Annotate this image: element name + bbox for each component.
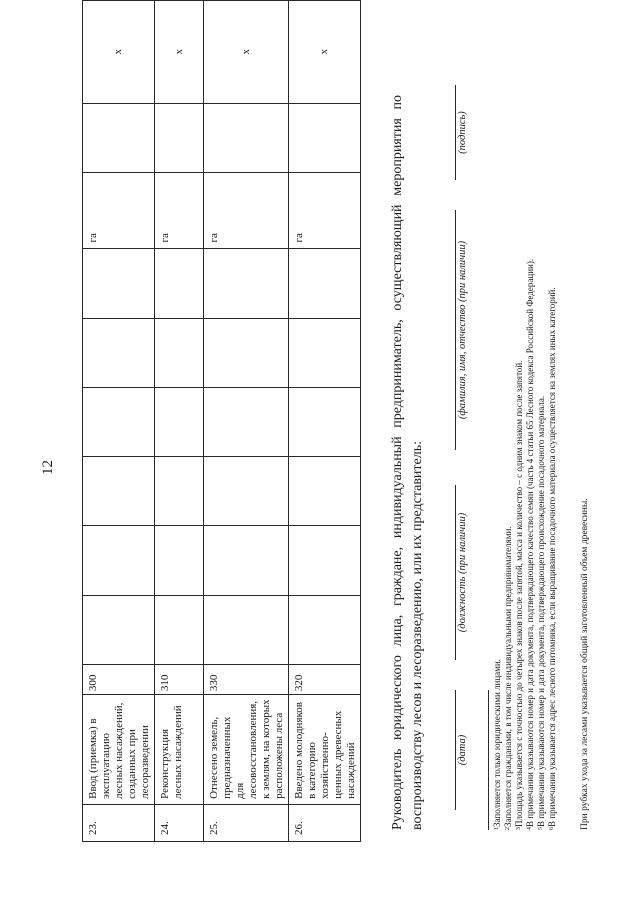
table-cell (155, 249, 204, 318)
footnote-separator (488, 690, 489, 830)
unit-cell: га (204, 172, 289, 249)
mark-cell: x (83, 1, 155, 104)
footnote: $^3$Площадь указывается с точностью до четырех знаков после запятой, масса и количество – с одним знаком после запятой. (514, 360, 524, 830)
row-label: Введено молодняков в категорию хозяйственно-ценных древесных насаждений (289, 695, 361, 805)
table-cell (155, 457, 204, 526)
unit-cell: га (83, 172, 155, 249)
table-cell (289, 318, 361, 387)
mark-cell: x (204, 1, 289, 104)
table-cell (289, 526, 361, 595)
table-row (155, 1, 204, 842)
table-cell (289, 249, 361, 318)
signature-heading: Руководитель юридического лица, граждане, индивидуальный предприниматель, осуществляющий мероприятия по (390, 95, 405, 830)
unit-cell: га (155, 172, 204, 249)
table-cell (204, 457, 289, 526)
table-cell (155, 595, 204, 664)
caption-fio: (фамилия, имя, отчество (при наличии) (457, 240, 468, 420)
table-cell (289, 595, 361, 664)
signature-line-date (455, 690, 456, 810)
table-cell (83, 387, 155, 456)
row-code: 300 (83, 664, 155, 694)
row-label: Ввод (приемка) в эксплуатацию лесных насаждений, созданных при лесоразведении (83, 695, 155, 805)
table-cell (204, 595, 289, 664)
row-number: 23. (83, 804, 155, 841)
table-row (289, 1, 361, 842)
footnote: $^5$В примечании указываются номер и дата документа, подтверждающего происхождение посадочного материала. (536, 395, 546, 830)
final-note: При рубках ухода за лесами указывается общий заготовленный объем древесины. (580, 498, 590, 830)
signature-heading-cont: воспроизводству лесов и лесоразведению, или их представитель: (410, 440, 425, 830)
signature-line-fio (455, 210, 456, 450)
table-cell (83, 249, 155, 318)
caption-sign: (подпись) (457, 111, 468, 154)
table-row (83, 1, 155, 842)
table-cell (204, 526, 289, 595)
table-row (204, 1, 289, 842)
table-cell (83, 318, 155, 387)
table-cell (289, 457, 361, 526)
table-cell (155, 526, 204, 595)
table-cell (83, 457, 155, 526)
signature-line-sign (455, 85, 456, 180)
footnote: $^2$Заполняется гражданами, в том числе индивидуальными предпринимателями. (503, 526, 513, 830)
table-cell (289, 103, 361, 172)
table-cell (155, 387, 204, 456)
footnote: $^4$В примечании указываются номер и дата документа, подтверждающего качество семян (часть 4 статьи 65 Лесного кодекса Российской Федерации). (525, 258, 535, 830)
table-cell (155, 318, 204, 387)
table-cell (83, 103, 155, 172)
mark-cell: x (289, 1, 361, 104)
row-label: Отнесено земель, предназначенных для лесовосстановления, к землям, на которых расположены леса (204, 695, 289, 805)
row-number: 24. (155, 804, 204, 841)
signature-line-position (455, 485, 456, 660)
row-number: 26. (289, 804, 361, 841)
footnote: $^1$Заполняется только юридическими лицами. (492, 659, 502, 830)
row-number: 25. (204, 804, 289, 841)
table-cell (204, 103, 289, 172)
caption-position: (должность (при наличии) (457, 512, 468, 633)
row-code: 310 (155, 664, 204, 694)
table-cell (204, 387, 289, 456)
table-cell (83, 595, 155, 664)
table-cell (289, 387, 361, 456)
mark-cell: x (155, 1, 204, 104)
table-cell (204, 249, 289, 318)
table-cell (204, 318, 289, 387)
report-table (82, 0, 361, 842)
row-code: 320 (289, 664, 361, 694)
footnote: $^6$В примечании указывается адрес лесного питомника, если выращивание посадочного материала осуществляется на землях иных категорий. (547, 287, 557, 830)
table-cell (155, 103, 204, 172)
table-cell (83, 526, 155, 595)
unit-cell: га (289, 172, 361, 249)
page-number: 12 (40, 460, 56, 475)
row-label: Реконструкция лесных насаждений (155, 695, 204, 805)
row-code: 330 (204, 664, 289, 694)
caption-date: (дата) (457, 734, 468, 766)
